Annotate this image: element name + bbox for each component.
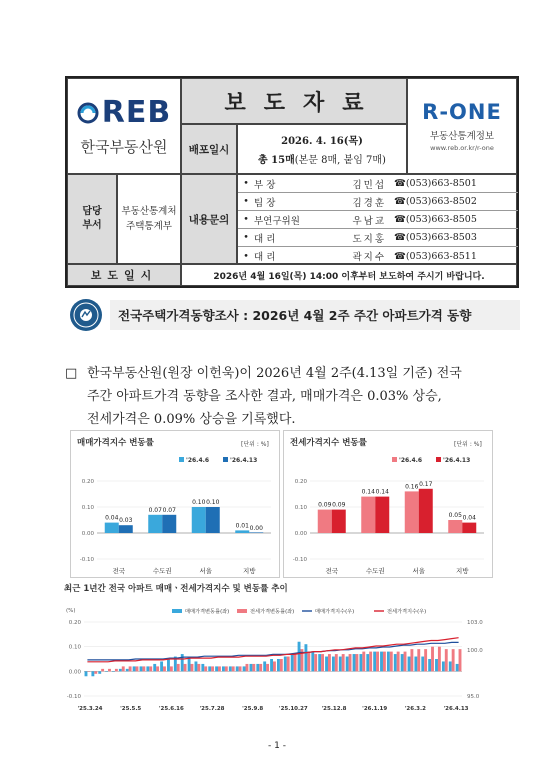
legend-label: 전세가격지수(우) bbox=[387, 609, 427, 615]
trend-bar bbox=[387, 652, 390, 672]
y-tick-label: 0.10 bbox=[68, 644, 81, 651]
legend-label: '26.4.6 bbox=[399, 457, 423, 464]
contact-phone[interactable]: ☎(053)663-8503 bbox=[394, 232, 477, 243]
data-label: 0.10 bbox=[192, 499, 206, 506]
rone-logo: R-ONE bbox=[422, 100, 502, 124]
trend-bar bbox=[355, 654, 358, 671]
contact-phone[interactable]: ☎(053)663-8502 bbox=[394, 196, 477, 207]
trend-bar bbox=[98, 671, 101, 673]
trend-bar bbox=[197, 664, 200, 671]
trend-bar bbox=[122, 666, 125, 671]
trend-bar bbox=[383, 652, 386, 672]
trend-bar bbox=[273, 661, 276, 671]
trend-bar bbox=[236, 666, 239, 671]
trend-bar bbox=[142, 666, 145, 671]
trend-bar bbox=[314, 654, 317, 671]
trend-bar bbox=[119, 669, 122, 671]
contact-title: 부연구위원 bbox=[254, 215, 300, 227]
contact-title: 팀 장 bbox=[254, 197, 276, 209]
trend-bar bbox=[349, 654, 352, 671]
trend-bar bbox=[280, 659, 283, 671]
bar bbox=[206, 507, 220, 533]
y-tick-label: -0.10 bbox=[79, 557, 94, 563]
trend-bar bbox=[87, 671, 90, 672]
trend-bar bbox=[410, 649, 413, 671]
y-right-tick-label: 95.0 bbox=[467, 694, 480, 700]
bar bbox=[419, 489, 433, 533]
data-label: 0.09 bbox=[332, 501, 346, 509]
legend-label: '26.4.13 bbox=[230, 457, 258, 464]
jeonse-price-chart-svg bbox=[284, 431, 494, 579]
sale-price-chart-svg bbox=[71, 431, 281, 579]
reb-logo-text: REB bbox=[101, 95, 172, 130]
y-tick-label: 0.10 bbox=[294, 505, 307, 511]
x-tick-label: '25.10.27 bbox=[278, 706, 308, 712]
contact-title: 부 장 bbox=[254, 179, 276, 191]
bar bbox=[235, 530, 249, 533]
headline-title: 전국주택가격동향조사 : 2026년 4월 2주 주간 아파트가격 동향 bbox=[110, 300, 520, 330]
trend-bar bbox=[394, 654, 397, 671]
x-tick-label: '25.9.8 bbox=[242, 706, 264, 712]
bar bbox=[162, 515, 176, 533]
trend-bar bbox=[397, 652, 400, 672]
trend-bar bbox=[249, 664, 252, 671]
trend-bar bbox=[417, 649, 420, 671]
page-breakdown: (본문 8매, 붙임 7매) bbox=[294, 155, 386, 166]
trend-bar bbox=[156, 666, 159, 671]
rone-url: www.reb.or.kr/r-one bbox=[430, 144, 494, 152]
contact-name: 김민섭 bbox=[352, 179, 386, 191]
contact-name: 김경훈 bbox=[352, 197, 386, 209]
embargo-label: 보도일시 bbox=[67, 264, 181, 286]
org-name: 한국부동산원 bbox=[80, 138, 168, 156]
contact-name: 곽지수 bbox=[352, 252, 386, 263]
legend-label: 전세가격변동률(좌) bbox=[250, 609, 295, 615]
left-unit: (%) bbox=[66, 608, 76, 614]
trend-bar bbox=[153, 664, 156, 671]
category-label: 전국 bbox=[112, 567, 126, 575]
category-label: 수도권 bbox=[152, 567, 172, 575]
trend-bar bbox=[170, 666, 173, 671]
data-label: 0.04 bbox=[105, 514, 119, 522]
trend-bar bbox=[328, 654, 331, 671]
trend-bar bbox=[229, 666, 232, 671]
chart-title: 최근 1년간 전국 아파트 매매ㆍ전세가격지수 및 변동률 추이 bbox=[64, 584, 288, 594]
trend-bar bbox=[304, 644, 307, 671]
data-label: 0.04 bbox=[462, 514, 476, 522]
trend-bar bbox=[108, 669, 111, 671]
y-tick-label: 0.20 bbox=[68, 620, 81, 626]
y-tick-label: -0.10 bbox=[292, 557, 307, 563]
legend-swatch bbox=[392, 457, 397, 462]
trend-bar bbox=[376, 652, 379, 672]
y-tick-label: 0.20 bbox=[294, 479, 307, 485]
contact-phone[interactable]: ☎(053)663-8511 bbox=[394, 250, 477, 262]
data-label: 0.05 bbox=[448, 512, 462, 519]
data-label: 0.14 bbox=[361, 488, 375, 496]
trend-bar bbox=[373, 652, 376, 672]
chart-unit: [단위 : %] bbox=[241, 441, 269, 448]
trend-bar bbox=[136, 666, 139, 671]
trend-bar bbox=[404, 652, 407, 672]
bar bbox=[375, 497, 389, 533]
y-tick-label: 0.00 bbox=[68, 669, 81, 676]
data-label: 0.03 bbox=[119, 517, 133, 525]
trend-bar bbox=[239, 666, 242, 671]
trend-bar bbox=[421, 657, 424, 672]
contact-row: • 팀 장 김경훈 ☎(053)663-8502 bbox=[238, 193, 518, 211]
y-tick-label: 0.00 bbox=[81, 531, 94, 537]
data-label: 0.16 bbox=[405, 483, 419, 491]
contact-phone[interactable]: ☎(053)663-8501 bbox=[394, 178, 477, 189]
contact-row: • 대 리 곽지수 ☎(053)663-8511 bbox=[238, 247, 518, 265]
contact-list bbox=[237, 174, 517, 264]
contact-phone[interactable]: ☎(053)663-8505 bbox=[394, 214, 477, 225]
bar bbox=[448, 520, 462, 533]
trend-bar bbox=[112, 671, 115, 672]
bar bbox=[462, 523, 476, 533]
trend-bar bbox=[243, 666, 246, 671]
bar bbox=[119, 525, 133, 533]
trend-bar bbox=[163, 666, 166, 671]
distribution-date: 2026. 4. 16(목) bbox=[281, 136, 363, 147]
bar bbox=[318, 510, 332, 533]
trend-bar bbox=[101, 669, 104, 671]
trend-bar bbox=[149, 666, 152, 671]
embargo-text: 2026년 4월 16일(목) 14:00 이후부터 보도하여 주시기 바랍니다. bbox=[181, 264, 517, 286]
trend-bar bbox=[380, 652, 383, 672]
trend-bar bbox=[438, 647, 441, 672]
trend-bar bbox=[311, 652, 314, 672]
category-label: 지방 bbox=[242, 567, 256, 575]
summary-line: 주간 아파트가격 동향을 조사한 결과, 매매가격은 0.03% 상승, bbox=[87, 389, 442, 404]
trend-bar bbox=[222, 666, 225, 671]
legend-swatch bbox=[179, 457, 184, 462]
trend-bar bbox=[146, 666, 149, 671]
bar bbox=[105, 523, 119, 533]
trend-bar bbox=[270, 659, 273, 671]
trend-bar bbox=[105, 671, 108, 672]
trend-bar bbox=[129, 666, 132, 671]
trend-bar bbox=[85, 671, 88, 676]
legend-label: '26.4.6 bbox=[186, 457, 210, 464]
y-tick-label: 0.20 bbox=[81, 479, 94, 485]
trend-bar bbox=[332, 657, 335, 672]
reb-logo bbox=[77, 95, 171, 130]
national-statistics-emblem-icon bbox=[70, 299, 102, 331]
x-tick-label: '25.5.5 bbox=[120, 706, 142, 712]
y-right-tick-label: 103.0 bbox=[467, 620, 483, 626]
x-tick-label: '25.6.16 bbox=[158, 706, 184, 712]
trend-bar bbox=[431, 647, 434, 672]
trend-bar bbox=[287, 657, 290, 672]
legend-label: 매매가격지수(우) bbox=[315, 609, 355, 615]
trend-bar bbox=[401, 654, 404, 671]
trend-bar bbox=[294, 654, 297, 671]
category-label: 전국 bbox=[325, 567, 339, 575]
page-number: - 1 - bbox=[268, 741, 286, 751]
team-name: 주택통계부 bbox=[126, 221, 172, 232]
trend-bar bbox=[215, 666, 218, 671]
rone-subtitle: 부동산통계정보 bbox=[429, 131, 495, 142]
trend-bar bbox=[140, 666, 143, 671]
trend-bar bbox=[191, 664, 194, 671]
sale-price-change-chart bbox=[70, 430, 280, 578]
trend-bar bbox=[277, 659, 280, 671]
yearly-trend-chart-svg bbox=[62, 582, 490, 717]
y-tick-label: 0.00 bbox=[294, 531, 307, 537]
trend-bar bbox=[225, 666, 228, 671]
headline-band bbox=[70, 299, 520, 331]
trend-bar bbox=[94, 671, 97, 673]
trend-bar bbox=[201, 664, 204, 671]
trend-bar bbox=[160, 661, 163, 671]
trend-bar bbox=[325, 657, 328, 672]
trend-bar bbox=[445, 649, 448, 671]
resp-label-line2: 부서 bbox=[82, 220, 102, 231]
trend-bar bbox=[369, 652, 372, 672]
checkbox-bullet-icon: □ bbox=[65, 366, 78, 381]
contact-row: • 부 장 김민섭 ☎(053)663-8501 bbox=[238, 175, 518, 193]
trend-bar bbox=[307, 652, 310, 672]
data-label: 0.10 bbox=[206, 499, 220, 506]
bar bbox=[332, 510, 346, 533]
chart-unit: [단위 : %] bbox=[454, 441, 482, 448]
trend-bar bbox=[346, 657, 349, 672]
contact-row: • 대 리 도지홍 ☎(053)663-8503 bbox=[238, 229, 518, 247]
trend-bar bbox=[359, 654, 362, 671]
trend-bar bbox=[211, 666, 214, 671]
trend-bar bbox=[298, 642, 301, 672]
summary-paragraph bbox=[65, 362, 520, 431]
distribution-info bbox=[237, 124, 407, 174]
department-cell bbox=[117, 174, 181, 264]
contact-name: 우남교 bbox=[352, 215, 386, 227]
trend-bar bbox=[167, 659, 170, 671]
trend-bar bbox=[442, 661, 445, 671]
summary-line: 전세가격은 0.09% 상승을 기록했다. bbox=[87, 412, 296, 427]
trend-bar bbox=[177, 664, 180, 671]
category-label: 수도권 bbox=[365, 567, 385, 575]
trend-bar bbox=[252, 664, 255, 671]
trend-bar bbox=[335, 654, 338, 671]
trend-bar bbox=[204, 666, 207, 671]
category-label: 서울 bbox=[412, 567, 426, 575]
trend-bar bbox=[449, 661, 452, 671]
trend-bar bbox=[266, 664, 269, 671]
bar bbox=[192, 507, 206, 533]
trend-bar bbox=[342, 654, 345, 671]
data-label: 0.07 bbox=[148, 506, 162, 514]
trend-bar bbox=[459, 649, 462, 671]
responsible-dept-label bbox=[67, 174, 117, 264]
trend-bar bbox=[353, 654, 356, 671]
data-label: 0.01 bbox=[235, 522, 249, 530]
chart-title: 매매가격지수 변동률 bbox=[77, 438, 154, 448]
y-right-tick-label: 100.0 bbox=[467, 647, 483, 654]
contact-name: 도지홍 bbox=[352, 233, 386, 245]
summary-line: 한국부동산원(원장 이헌욱)이 2026년 4월 2주(4.13일 기준) 전국 bbox=[87, 366, 462, 381]
trend-bar bbox=[133, 666, 136, 671]
trend-bar bbox=[321, 654, 324, 671]
trend-bar bbox=[366, 654, 369, 671]
trend-bar bbox=[184, 664, 187, 671]
distribution-label: 배포일시 bbox=[181, 124, 237, 174]
resp-label-line1: 담당 bbox=[82, 206, 102, 217]
trend-bar bbox=[362, 652, 365, 672]
x-tick-label: '26.4.13 bbox=[443, 706, 469, 712]
bar bbox=[249, 532, 263, 533]
trend-bar bbox=[195, 661, 198, 671]
data-label: 0.00 bbox=[249, 525, 263, 532]
trend-bar bbox=[256, 664, 259, 671]
contact-row: • 부연구위원 우남교 ☎(053)663-8505 bbox=[238, 211, 518, 229]
trend-bar bbox=[339, 657, 342, 672]
trend-bar bbox=[318, 654, 321, 671]
trend-bar bbox=[259, 664, 262, 671]
trend-bar bbox=[126, 669, 129, 671]
data-label: 0.17 bbox=[419, 480, 433, 488]
trend-bar bbox=[390, 652, 393, 672]
x-tick-label: '26.1.19 bbox=[362, 706, 388, 712]
trend-bar bbox=[218, 666, 221, 671]
x-tick-label: '26.3.2 bbox=[404, 706, 426, 712]
rone-logo-cell bbox=[407, 78, 517, 174]
inquiry-label: 내용문의 bbox=[181, 174, 237, 264]
legend-label: '26.4.13 bbox=[443, 457, 471, 464]
trend-bar bbox=[263, 661, 266, 671]
legend-label: 매매가격변동률(좌) bbox=[185, 609, 230, 615]
bar bbox=[405, 491, 419, 533]
department-name: 부동산통계처 bbox=[121, 206, 177, 217]
trend-bar bbox=[91, 671, 94, 676]
trend-bar bbox=[291, 654, 294, 671]
legend-swatch bbox=[223, 457, 228, 462]
page-title: 보도자료 bbox=[224, 90, 382, 116]
press-release-header bbox=[65, 76, 519, 288]
trend-bar bbox=[414, 657, 417, 672]
trend-bar bbox=[452, 649, 455, 671]
legend-swatch bbox=[436, 457, 441, 462]
y-tick-label: 0.10 bbox=[81, 505, 94, 511]
contact-title: 대 리 bbox=[254, 252, 276, 263]
reb-swirl-icon bbox=[77, 102, 99, 124]
legend-swatch bbox=[172, 609, 182, 613]
legend-swatch bbox=[237, 609, 247, 613]
x-tick-label: '25.12.8 bbox=[321, 706, 347, 712]
x-tick-label: '25.3.24 bbox=[77, 706, 103, 712]
distribution-pages bbox=[258, 151, 386, 166]
x-tick-label: '25.7.28 bbox=[199, 706, 225, 712]
chart-title: 전세가격지수 변동률 bbox=[290, 438, 367, 448]
reb-logo-cell bbox=[67, 78, 181, 174]
trend-bar bbox=[408, 657, 411, 672]
trend-bar bbox=[246, 664, 249, 671]
trend-bar bbox=[424, 649, 427, 671]
trend-bar bbox=[435, 659, 438, 671]
category-label: 서울 bbox=[199, 567, 213, 575]
trend-bar bbox=[284, 657, 287, 672]
data-label: 0.07 bbox=[162, 506, 176, 514]
yearly-trend-chart bbox=[62, 582, 490, 717]
trend-bar bbox=[232, 666, 235, 671]
data-label: 0.09 bbox=[318, 501, 332, 509]
trend-bar bbox=[115, 669, 118, 671]
category-label: 지방 bbox=[455, 567, 469, 575]
trend-bar bbox=[428, 659, 431, 671]
contact-title: 대 리 bbox=[254, 233, 276, 245]
y-tick-label: -0.10 bbox=[66, 694, 81, 700]
trend-bar bbox=[208, 666, 211, 671]
jeonse-price-change-chart bbox=[283, 430, 493, 578]
total-pages: 총 15매 bbox=[258, 155, 295, 166]
title-cell bbox=[181, 78, 407, 124]
bar bbox=[361, 497, 375, 533]
trend-bar bbox=[456, 664, 459, 671]
data-label: 0.14 bbox=[375, 488, 389, 496]
bar bbox=[148, 515, 162, 533]
